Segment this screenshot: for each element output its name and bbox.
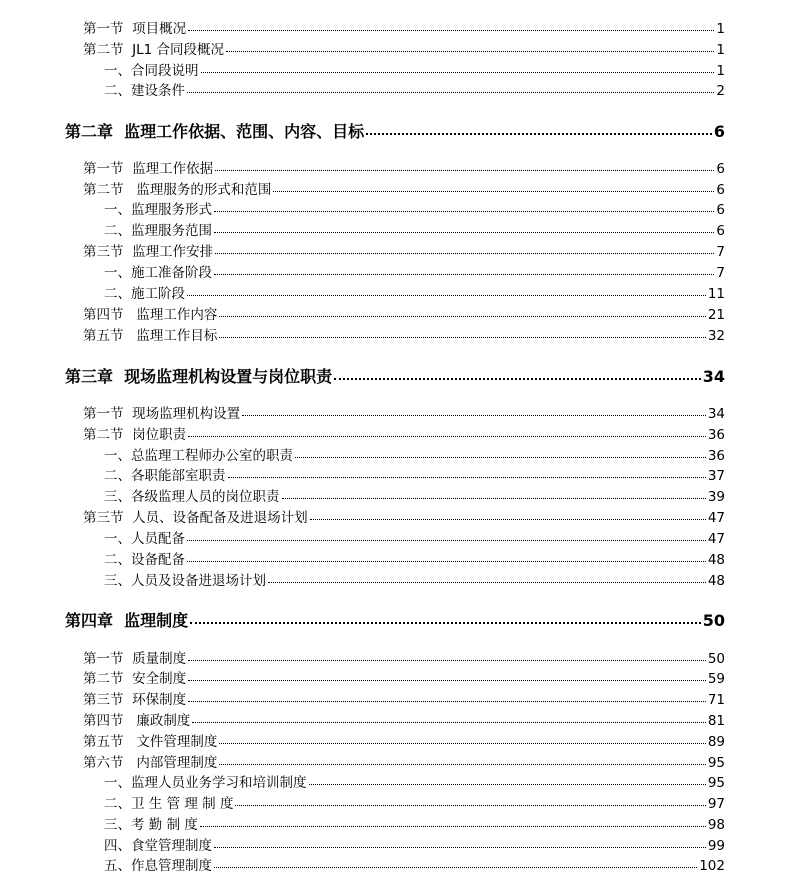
toc-entry-title: 第四节 廉政制度 (83, 713, 191, 729)
toc-section-entry[interactable] (83, 184, 725, 198)
toc-entry-title: 第一节 质量制度 (83, 651, 187, 667)
toc-entry-title: 一、合同段说明 (104, 63, 199, 79)
toc-page-number: 99 (707, 838, 725, 854)
toc-subsection-entry[interactable] (104, 860, 725, 874)
toc-dot-leader (295, 457, 706, 458)
toc-dot-leader (215, 253, 714, 254)
toc-page-number: 6 (716, 223, 725, 239)
toc-entry-title: 第五节 文件管理制度 (83, 734, 218, 750)
toc-section-entry[interactable] (83, 44, 725, 58)
toc-subsection-entry[interactable] (104, 204, 725, 218)
toc-page-number: 2 (716, 83, 725, 99)
toc-dot-leader (219, 743, 705, 744)
toc-dot-leader (366, 133, 712, 135)
toc-page-number: 48 (707, 573, 725, 589)
toc-page-number: 98 (707, 817, 725, 833)
toc-page-number: 36 (707, 427, 725, 443)
toc-dot-leader (188, 30, 714, 31)
toc-entry-title: 第四节 监理工作内容 (83, 307, 218, 323)
toc-dot-leader (214, 232, 714, 233)
toc-subsection-entry[interactable] (104, 554, 725, 568)
toc-entry-title: 第三节 环保制度 (83, 692, 187, 708)
toc-page-number: 21 (707, 307, 725, 323)
toc-entry-title: 第一节 现场监理机构设置 (83, 406, 241, 422)
toc-entry-title: 第一节 监理工作依据 (83, 161, 214, 177)
toc-dot-leader (310, 519, 706, 520)
toc-page-number: 59 (707, 671, 725, 687)
toc-section-entry[interactable] (83, 23, 725, 37)
toc-page-number: 32 (707, 328, 725, 344)
toc-chapter-entry[interactable] (65, 369, 725, 385)
toc-entry-title: 第五节 监理工作目标 (83, 328, 218, 344)
toc-entry-title: 一、监理服务形式 (104, 202, 212, 218)
toc-page-number: 102 (699, 858, 725, 874)
toc-chapter-entry[interactable] (65, 124, 725, 140)
toc-page-number: 95 (707, 775, 725, 791)
toc-dot-leader (268, 582, 706, 583)
toc-section-entry[interactable] (83, 736, 725, 750)
toc-section-entry[interactable] (83, 673, 725, 687)
toc-entry-title: 二、监理服务范围 (104, 223, 212, 239)
toc-page-number: 89 (707, 734, 725, 750)
toc-entry-title: 第一节 项目概况 (83, 21, 187, 37)
toc-entry-title: 一、监理人员业务学习和培训制度 (104, 775, 307, 791)
toc-section-entry[interactable] (83, 309, 725, 323)
toc-dot-leader (187, 540, 706, 541)
toc-page-number: 37 (707, 468, 725, 484)
toc-page-number: 6 (716, 182, 725, 198)
toc-page-number: 39 (707, 489, 725, 505)
toc-dot-leader (219, 337, 705, 338)
toc-dot-leader (214, 211, 714, 212)
toc-page-number: 71 (707, 692, 725, 708)
toc-page-number: 81 (707, 713, 725, 729)
toc-page-number: 50 (702, 611, 725, 630)
toc-subsection-entry[interactable] (104, 819, 725, 833)
toc-subsection-entry[interactable] (104, 225, 725, 239)
toc-subsection-entry[interactable] (104, 288, 725, 302)
toc-entry-title: 二、卫 生 管 理 制 度 (104, 796, 234, 812)
toc-page-number: 47 (707, 531, 725, 547)
toc-dot-leader (188, 660, 706, 661)
toc-subsection-entry[interactable] (104, 798, 725, 812)
toc-section-entry[interactable] (83, 429, 725, 443)
toc-section-entry[interactable] (83, 330, 725, 344)
toc-entry-title: 第三章 现场监理机构设置与岗位职责 (65, 367, 333, 386)
toc-entry-title: 第六节 内部管理制度 (83, 755, 218, 771)
toc-subsection-entry[interactable] (104, 65, 725, 79)
toc-dot-leader (188, 680, 706, 681)
toc-entry-title: 三、人员及设备进退场计划 (104, 573, 266, 589)
toc-page-number: 95 (707, 755, 725, 771)
toc-page-number: 6 (713, 122, 725, 141)
toc-dot-leader (219, 316, 705, 317)
toc-entry-title: 第四章 监理制度 (65, 611, 189, 630)
toc-entry-title: 一、施工准备阶段 (104, 265, 212, 281)
toc-dot-leader (226, 51, 714, 52)
toc-page-number: 34 (702, 367, 725, 386)
toc-entry-title: 第二章 监理工作依据、范围、内容、目标 (65, 122, 365, 141)
toc-subsection-entry[interactable] (104, 533, 725, 547)
toc-section-entry[interactable] (83, 512, 725, 526)
toc-page-number: 97 (707, 796, 725, 812)
toc-subsection-entry[interactable] (104, 575, 725, 589)
toc-dot-leader (334, 378, 701, 380)
toc-subsection-entry[interactable] (104, 491, 725, 505)
toc-section-entry[interactable] (83, 757, 725, 771)
toc-dot-leader (188, 701, 706, 702)
toc-entry-title: 二、建设条件 (104, 83, 185, 99)
toc-section-entry[interactable] (83, 408, 725, 422)
toc-dot-leader (219, 764, 705, 765)
toc-entry-title: 五、作息管理制度 (104, 858, 212, 874)
toc-entry-title: 四、食堂管理制度 (104, 838, 212, 854)
toc-dot-leader (190, 622, 701, 624)
toc-subsection-entry[interactable] (104, 777, 725, 791)
toc-entry-title: 一、总监理工程师办公室的职责 (104, 448, 293, 464)
toc-dot-leader (192, 722, 705, 723)
toc-entry-title: 三、考 勤 制 度 (104, 817, 198, 833)
toc-page-number: 1 (716, 21, 725, 37)
toc-section-entry[interactable] (83, 715, 725, 729)
toc-dot-leader (309, 784, 706, 785)
toc-page-number: 36 (707, 448, 725, 464)
toc-dot-leader (200, 826, 706, 827)
toc-entry-title: 第三节 人员、设备配备及进退场计划 (83, 510, 308, 526)
toc-chapter-entry[interactable] (65, 613, 725, 629)
toc-dot-leader (214, 274, 714, 275)
toc-page-number: 50 (707, 651, 725, 667)
toc-dot-leader (187, 295, 706, 296)
toc-dot-leader (235, 805, 705, 806)
toc-dot-leader (215, 170, 714, 171)
toc-section-entry[interactable] (83, 246, 725, 260)
toc-entry-title: 三、各级监理人员的岗位职责 (104, 489, 280, 505)
toc-section-entry[interactable] (83, 163, 725, 177)
toc-page-number: 6 (716, 202, 725, 218)
toc-entry-title: 第二节 岗位职责 (83, 427, 187, 443)
toc-entry-title: 二、各职能部室职责 (104, 468, 226, 484)
toc-section-entry[interactable] (83, 653, 725, 667)
toc-dot-leader (188, 436, 706, 437)
toc-page-number: 11 (707, 286, 725, 302)
toc-page-number: 48 (707, 552, 725, 568)
toc-dot-leader (187, 92, 714, 93)
toc-entry-title: 第二节 JL1 合同段概况 (83, 42, 224, 58)
toc-dot-leader (228, 477, 706, 478)
toc-dot-leader (214, 867, 697, 868)
toc-entry-title: 一、人员配备 (104, 531, 185, 547)
toc-entry-title: 第二节 安全制度 (83, 671, 187, 687)
toc-entry-title: 第二节 监理服务的形式和范围 (83, 182, 272, 198)
toc-page-number: 7 (716, 265, 725, 281)
toc-dot-leader (273, 191, 714, 192)
toc-dot-leader (214, 847, 706, 848)
toc-page-number: 47 (707, 510, 725, 526)
toc-entry-title: 二、设备配备 (104, 552, 185, 568)
toc-page-number: 6 (716, 161, 725, 177)
toc-dot-leader (187, 561, 706, 562)
toc-entry-title: 第三节 监理工作安排 (83, 244, 214, 260)
toc-entry-title: 二、施工阶段 (104, 286, 185, 302)
toc-subsection-entry[interactable] (104, 470, 725, 484)
toc-dot-leader (282, 498, 706, 499)
toc-subsection-entry[interactable] (104, 450, 725, 464)
toc-dot-leader (242, 415, 706, 416)
toc-subsection-entry[interactable] (104, 85, 725, 99)
toc-page-number: 7 (716, 244, 725, 260)
toc-subsection-entry[interactable] (104, 267, 725, 281)
toc-page-number: 1 (716, 42, 725, 58)
toc-dot-leader (201, 72, 715, 73)
toc-page-number: 34 (707, 406, 725, 422)
toc-page-number: 1 (716, 63, 725, 79)
toc-section-entry[interactable] (83, 694, 725, 708)
toc-subsection-entry[interactable] (104, 840, 725, 854)
